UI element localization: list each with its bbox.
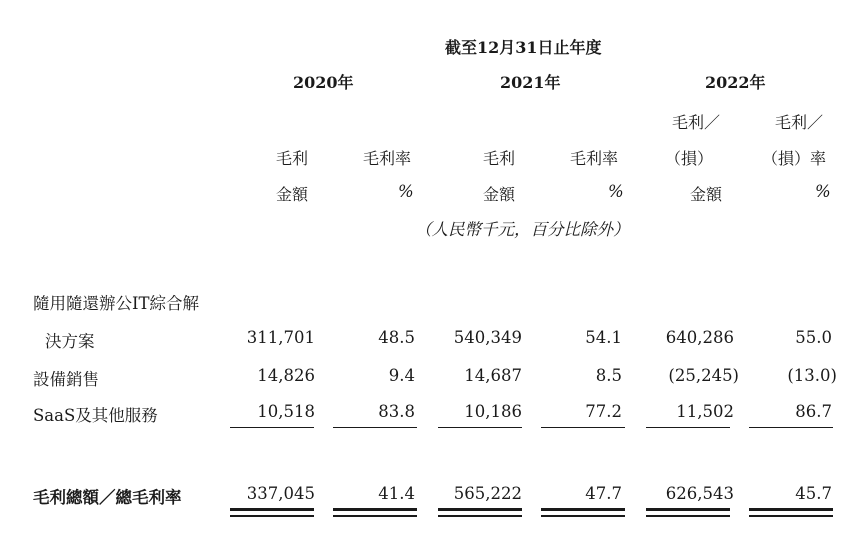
cell-r3-2022-rate: 86.7	[795, 402, 832, 421]
cell-r3-2020-amt: 10,518	[257, 402, 315, 421]
cell-r1-2021-rate: 54.1	[585, 328, 622, 347]
header-2022-amt-line2: 金額	[690, 185, 723, 204]
cell-r3-2021-rate: 77.2	[585, 402, 622, 421]
year-2022: 2022年	[705, 73, 766, 92]
total-2020-amt: 337,045	[246, 484, 315, 503]
header-2022-amt-line1: （損）	[665, 149, 714, 168]
row-label-line1: 隨用隨還辦公IT綜合解	[33, 294, 200, 313]
header-2021-amt-line2: 金額	[483, 185, 516, 204]
header-2022-rate-line0: 毛利／	[775, 113, 824, 132]
cell-r2-2022-rate: (13.0)	[787, 366, 837, 385]
cell-r2-2022-amt: (25,245)	[668, 366, 739, 385]
header-2022-rate-line1: （損）率	[762, 149, 827, 168]
cell-r1-2021-amt: 540,349	[453, 328, 522, 347]
header-2020-amt-line1: 毛利	[276, 149, 309, 168]
total-2022-rate: 45.7	[795, 484, 832, 503]
subtotal-rule	[541, 427, 625, 428]
cell-r3-2020-rate: 83.8	[378, 402, 415, 421]
year-2020: 2020年	[293, 73, 354, 92]
header-2022-amt-line0: 毛利／	[672, 113, 721, 132]
total-2020-rate: 41.4	[378, 484, 415, 503]
header-2020-amt-line2: 金額	[276, 185, 309, 204]
cell-r1-2020-rate: 48.5	[378, 328, 415, 347]
subtotal-rule	[438, 427, 522, 428]
header-2020-rate-line2: %	[398, 182, 414, 201]
header-2022-rate-line2: %	[815, 182, 831, 201]
row-label: 設備銷售	[33, 370, 99, 389]
period-header: 截至12月31日止年度	[445, 38, 602, 57]
header-2021-rate-line2: %	[608, 182, 624, 201]
total-2022-amt: 626,543	[665, 484, 734, 503]
subtotal-rule	[230, 427, 314, 428]
row-label: SaaS及其他服務	[33, 406, 158, 425]
cell-r3-2021-amt: 10,186	[464, 402, 522, 421]
total-2021-amt: 565,222	[453, 484, 522, 503]
subtotal-rule	[333, 427, 417, 428]
subtotal-rule	[646, 427, 730, 428]
cell-r2-2021-rate: 8.5	[595, 366, 622, 385]
cell-r2-2021-amt: 14,687	[464, 366, 522, 385]
cell-r2-2020-amt: 14,826	[257, 366, 315, 385]
cell-r2-2020-rate: 9.4	[388, 366, 415, 385]
cell-r1-2022-amt: 640,286	[665, 328, 734, 347]
cell-r3-2022-amt: 11,502	[676, 402, 734, 421]
total-double-rule	[230, 508, 314, 517]
year-2021: 2021年	[500, 73, 561, 92]
header-2021-amt-line1: 毛利	[483, 149, 516, 168]
total-double-rule	[438, 508, 522, 517]
cell-r1-2022-rate: 55.0	[795, 328, 832, 347]
subtotal-rule	[749, 427, 833, 428]
header-2020-rate-line1: 毛利率	[363, 149, 412, 168]
total-label: 毛利總額／總毛利率	[33, 488, 182, 507]
cell-r1-2020-amt: 311,701	[246, 328, 315, 347]
total-double-rule	[646, 508, 730, 517]
row-label: 決方案	[45, 332, 95, 351]
total-double-rule	[333, 508, 417, 517]
total-double-rule	[749, 508, 833, 517]
header-2021-rate-line1: 毛利率	[570, 149, 619, 168]
unit-note: （人民幣千元，百分比除外）	[415, 220, 630, 239]
total-double-rule	[541, 508, 625, 517]
total-2021-rate: 47.7	[585, 484, 622, 503]
